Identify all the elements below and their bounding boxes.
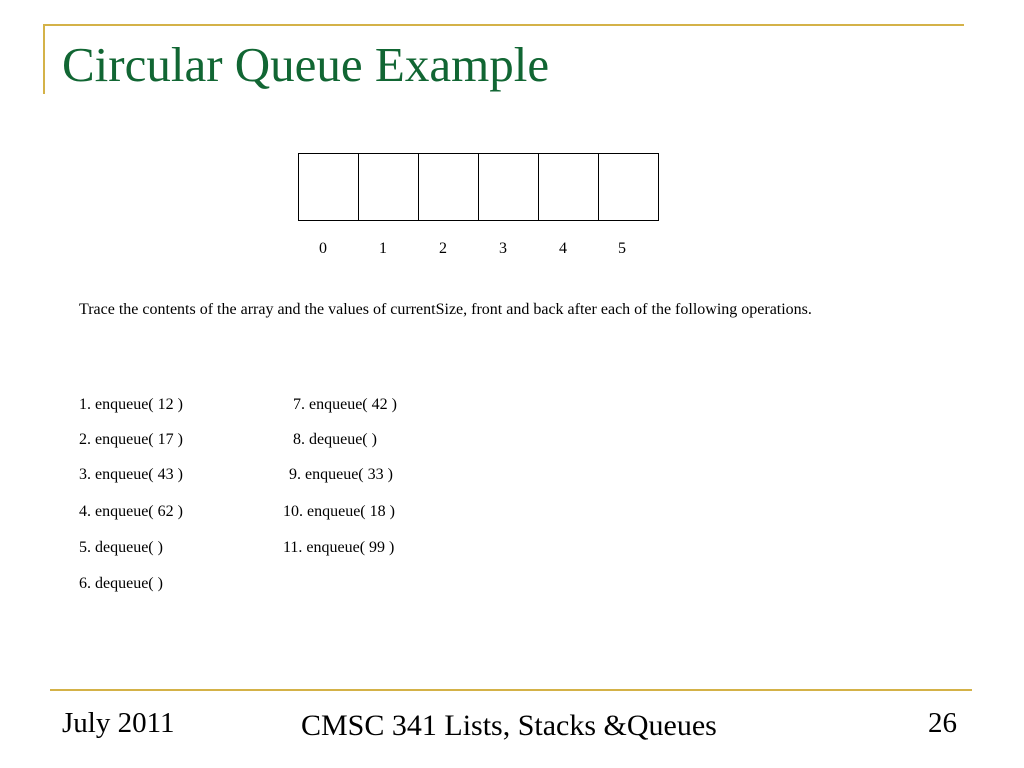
array-index-1: 1 [379, 240, 387, 257]
slide-title: Circular Queue Example [62, 37, 550, 92]
array-cell-1 [359, 154, 419, 220]
array-cell-4 [539, 154, 599, 220]
operation-7: 7. enqueue( 42 ) [293, 396, 397, 413]
array-cell-2 [419, 154, 479, 220]
operation-1: 1. enqueue( 12 ) [79, 396, 183, 413]
operation-11: 11. enqueue( 99 ) [283, 539, 395, 556]
operation-8: 8. dequeue( ) [293, 431, 377, 448]
page-number: 26 [928, 707, 957, 739]
operation-3: 3. enqueue( 43 ) [79, 466, 183, 483]
array-cell-0 [299, 154, 359, 220]
footer-divider [50, 689, 972, 691]
title-accent-horizontal-line [43, 24, 964, 26]
operation-2: 2. enqueue( 17 ) [79, 431, 183, 448]
operation-9: 9. enqueue( 33 ) [289, 466, 393, 483]
array-cell-3 [479, 154, 539, 220]
array-index-4: 4 [559, 240, 567, 257]
operation-6: 6. dequeue( ) [79, 575, 163, 592]
instructions-text: Trace the contents of the array and the values of currentSize, front and back after each of the following operations. [79, 301, 812, 318]
operation-10: 10. enqueue( 18 ) [283, 503, 395, 520]
array-cell-5 [599, 154, 659, 220]
array-index-0: 0 [319, 240, 327, 257]
footer-date: July 2011 [62, 707, 175, 739]
array-index-2: 2 [439, 240, 447, 257]
operation-4: 4. enqueue( 62 ) [79, 503, 183, 520]
array-index-3: 3 [499, 240, 507, 257]
operation-5: 5. dequeue( ) [79, 539, 163, 556]
queue-array-diagram [298, 153, 659, 221]
footer-course-title: CMSC 341 Lists, Stacks &Queues [301, 709, 717, 742]
title-accent-vertical-line [43, 24, 45, 94]
array-index-5: 5 [618, 240, 626, 257]
